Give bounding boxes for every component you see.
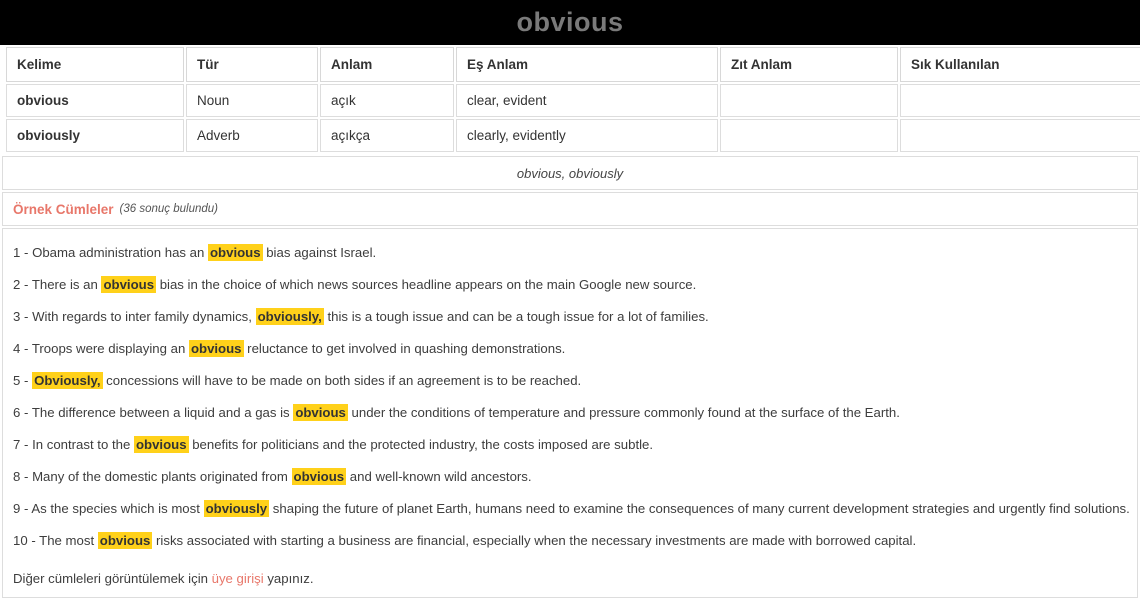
highlighted-term: obviously, — [257, 309, 322, 324]
example-sentence — [13, 429, 1127, 461]
example-sentence — [13, 525, 1127, 557]
examples-result-count: (36 sonuç bulundu) — [119, 203, 219, 215]
table-row — [6, 84, 1140, 117]
examples-title: Örnek Cümleler — [13, 201, 114, 217]
cell-zit-anlam — [720, 84, 898, 117]
example-text: The difference between a liquid and a gas is — [31, 405, 294, 420]
highlighted-term: obvious — [293, 469, 345, 484]
cell-kelime: obviously — [6, 119, 184, 152]
example-text: The most — [39, 533, 98, 548]
cell-sik-kullanilan — [900, 119, 1140, 152]
example-text: and well-known wild ancestors. — [346, 469, 532, 484]
word-forms-text: obvious, obviously — [516, 165, 624, 181]
word-table — [4, 45, 1140, 154]
cell-es-anlam: clearly, evidently — [456, 119, 718, 152]
example-text: Many of the domestic plants originated from — [32, 469, 292, 484]
example-number: 1 - — [13, 245, 33, 260]
example-sentence — [13, 365, 1127, 397]
example-text: this is a tough issue and can be a tough issue for a lot of families. — [323, 309, 709, 324]
examples-header — [2, 192, 1138, 226]
header-bar — [0, 0, 1140, 45]
example-sentence — [13, 493, 1130, 525]
table-row — [6, 119, 1140, 152]
column-header-zit-anlam: Zıt Anlam — [720, 47, 898, 82]
example-sentence — [13, 237, 1127, 269]
example-number: 3 - — [13, 309, 33, 324]
examples-list — [2, 228, 1138, 598]
cell-tur: Adverb — [186, 119, 318, 152]
word-forms-strip — [2, 156, 1138, 190]
cell-kelime-link[interactable]: obvious — [6, 84, 184, 117]
examples-container — [13, 237, 1130, 557]
column-header-es-anlam: Eş Anlam — [456, 47, 718, 82]
cell-anlam: açık — [320, 84, 454, 117]
highlighted-term: obvious — [295, 405, 346, 420]
member-login-note — [13, 571, 1127, 586]
example-text: As the species which is most — [31, 501, 204, 516]
example-text: risks associated with starting a business are financial, especially when the necessary investments are made with borrowed capital. — [152, 533, 917, 548]
example-number: 7 - — [13, 437, 33, 452]
example-text: shaping the future of planet Earth, humans need to examine the consequences of many current development strategies and urgently find solutions. — [269, 501, 1130, 516]
cell-anlam: açıkça — [320, 119, 454, 152]
example-sentence — [13, 461, 1127, 493]
example-number: 5 - — [13, 373, 33, 388]
example-sentence — [13, 301, 1127, 333]
example-number: 10 - — [13, 533, 40, 548]
highlighted-term: Obviously, — [34, 373, 101, 388]
member-login-note-suffix: yapınız. — [263, 571, 314, 586]
column-header-anlam: Anlam — [320, 47, 454, 82]
member-login-link[interactable]: üye girişi — [211, 571, 264, 586]
example-text: There is an — [31, 277, 102, 292]
example-text: Obama administration has an — [32, 245, 208, 260]
example-text: bias against Israel. — [262, 245, 377, 260]
example-number: 8 - — [13, 469, 33, 484]
example-number: 6 - — [13, 405, 32, 420]
example-text: Troops were displaying an — [31, 341, 189, 356]
example-text: reluctance to get involved in quashing demonstrations. — [243, 341, 566, 356]
example-text: In contrast to the — [32, 437, 134, 452]
highlighted-term: obvious — [103, 277, 155, 292]
member-login-note-prefix: Diğer cümleleri görüntülemek için — [13, 571, 212, 586]
table-header-row — [6, 47, 1140, 82]
word-table-container — [0, 45, 1140, 154]
example-sentence — [13, 397, 1127, 429]
column-header-tur: Tür — [186, 47, 318, 82]
example-sentence — [13, 333, 1127, 365]
table-head — [6, 47, 1140, 82]
example-text: bias in the choice of which news sources headline appears on the main Google new source. — [156, 277, 697, 292]
highlighted-term: obvious — [99, 533, 151, 548]
example-number: 4 - — [13, 341, 32, 356]
column-header-sik-kullanilan: Sık Kullanılan — [900, 47, 1140, 82]
example-text: under the conditions of temperature and pressure commonly found at the surface of the Earth. — [347, 405, 900, 420]
highlighted-term: obviously — [205, 501, 268, 516]
cell-es-anlam: clear, evident — [456, 84, 718, 117]
example-number: 9 - — [13, 501, 32, 516]
cell-tur: Noun — [186, 84, 318, 117]
highlighted-term: obvious — [210, 245, 261, 260]
example-text: benefits for politicians and the protected industry, the costs imposed are subtle. — [188, 437, 654, 452]
highlighted-term: obvious — [190, 341, 242, 356]
page-title: obvious — [516, 7, 624, 37]
cell-zit-anlam — [720, 119, 898, 152]
example-text: concessions will have to be made on both sides if an agreement is to be reached. — [102, 373, 582, 388]
example-number: 2 - — [13, 277, 32, 292]
example-text: With regards to inter family dynamics, — [32, 309, 256, 324]
table-body — [6, 84, 1140, 152]
cell-sik-kullanilan — [900, 84, 1140, 117]
highlighted-term: obvious — [135, 437, 187, 452]
column-header-kelime: Kelime — [6, 47, 184, 82]
example-sentence — [13, 269, 1127, 301]
